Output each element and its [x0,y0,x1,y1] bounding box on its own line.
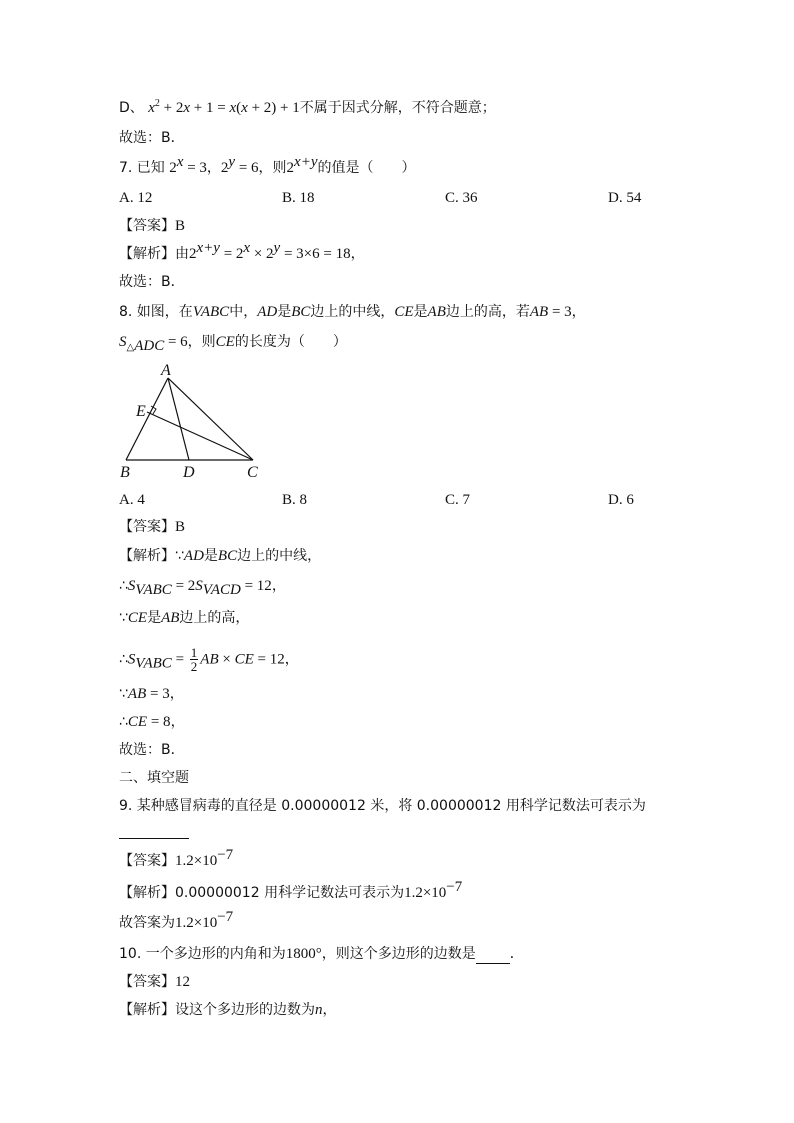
answer-7: 【答案】B [119,218,186,234]
question-9: 9. 某种感冒病毒的直径是 0.00000012 米，将 0.00000012 用科学记数法可表示为 [119,798,646,814]
question-10: 10. 一个多边形的内角和为1800°，则这个多边形的边数是 ． [119,946,524,962]
altitude-ce [147,412,253,460]
question-7: 7. 已知 $2^x = 3$，$2^y = 6$，则$2^{x+y}$的值是（ ） [119,154,416,176]
q8-option-a[interactable]: A. 4 [119,492,145,508]
analysis-8-line-5: ∵AB = 3， [119,686,184,702]
choose-line-1: 故选：B． [119,130,185,146]
q8-option-c[interactable]: C. 7 [445,492,471,508]
analysis-9: 【解析】0.00000012 用科学记数法可表示为$1.2\times 10^{-7}$ [119,879,463,901]
q7-option-a[interactable]: A. 12 [119,190,153,206]
answer-9: 【答案】$1.2\times 10^{-7}$ [119,847,234,869]
analysis-7: 【解析】由$2^{x+y} = 2^x \times 2^y = 3\times 6 = 18$， [119,240,365,262]
q9-answer-blank[interactable] [119,838,189,839]
analysis-8-line-4: $\therefore S_{VABC}$ = $\frac{1}{2}$ AB × CE = 12， [119,645,299,674]
choose-line-3: 故选：B． [119,742,185,758]
q7-option-d[interactable]: D. 54 [608,190,642,206]
answer-8: 【答案】B [119,519,186,535]
analysis-8-line-3: ∵CE是AB边上的高， [119,610,250,626]
q10-answer-blank[interactable] [476,949,510,964]
section-title-fill-blank: 二、填空题 [119,770,189,786]
label-d: D [183,464,195,481]
answer-10: 【答案】12 [119,974,190,990]
q7-option-b[interactable]: B. 18 [282,190,315,206]
q7-option-c[interactable]: C. 36 [445,190,478,206]
question-8-line-2: $S_{\triangle ADC} = 6$，则CE的长度为（ ） [119,334,347,354]
q8-option-d[interactable]: D. 6 [608,492,634,508]
triangle-figure [115,360,275,482]
label-c: C [247,464,258,481]
label-a: A [161,362,171,379]
analysis-10: 【解析】设这个多边形的边数为n， [119,1002,337,1018]
q8-option-b[interactable]: B. 8 [282,492,308,508]
analysis-8-line-6: ∴CE = 8， [119,714,185,730]
prev-option-d-line: D、 $x^2 + 2x + 1 = x(x + 2) + 1$不属于因式分解，不符合题意； [119,98,496,116]
analysis-8-line-1: 【解析】∵AD是BC边上的中线， [119,548,322,564]
median-ad [168,378,189,460]
label-e: E [136,403,146,420]
answer-9-final: 故答案为$1.2\times 10^{-7}$ [119,909,234,931]
choose-line-2: 故选：B． [119,274,185,290]
label-b: B [120,464,130,481]
question-8-line-1: 8. 如图，在VABC中，AD是BC边上的中线，CE是AB边上的高，若AB = 3， [119,304,586,320]
side-ac [168,378,253,460]
fraction-half: $\frac{1}{2}$ [190,645,198,674]
analysis-8-line-2: $\therefore S_{VABC} = 2S_{VACD} = 12$， [119,578,286,598]
